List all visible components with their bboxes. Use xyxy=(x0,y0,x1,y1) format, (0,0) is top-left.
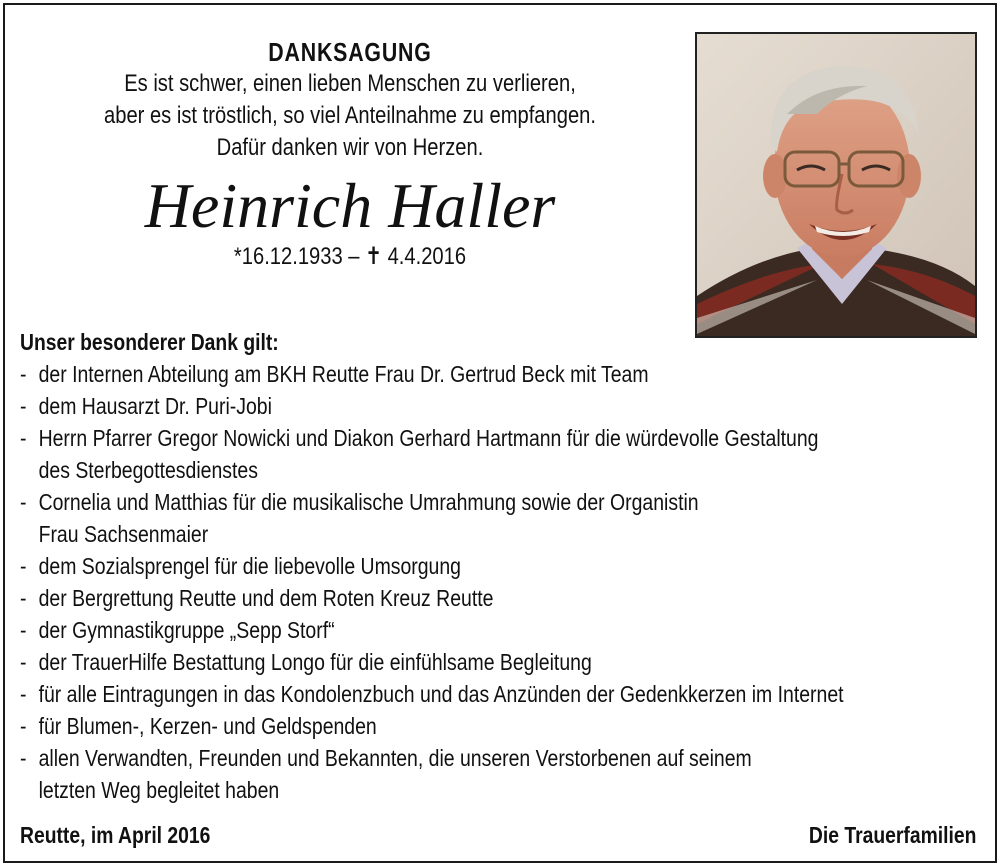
list-dash: - xyxy=(20,713,27,739)
intro-line: Es ist schwer, einen lieben Menschen zu verlieren, xyxy=(124,70,576,97)
list-item xyxy=(20,550,977,582)
thanks-list xyxy=(20,358,980,806)
list-item xyxy=(20,742,977,806)
list-item-text: der Bergrettung Reutte und dem Roten Kreuz Reutte xyxy=(38,585,494,611)
list-item xyxy=(20,422,977,486)
list-dash: - xyxy=(20,585,27,611)
list-dash: - xyxy=(20,553,27,579)
list-item xyxy=(20,678,977,710)
list-dash: - xyxy=(20,393,27,419)
deceased-name: Heinrich Haller xyxy=(144,170,556,241)
notice-footer xyxy=(20,818,976,852)
list-dash: - xyxy=(20,649,27,675)
portrait-photo xyxy=(695,32,977,338)
list-item-text: dem Hausarzt Dr. Puri-Jobi xyxy=(38,393,272,419)
list-item xyxy=(20,614,977,646)
notice-header xyxy=(40,36,660,272)
list-item-text: letzten Weg begleitet haben xyxy=(38,777,280,803)
place-date: Reutte, im April 2016 xyxy=(20,822,211,848)
list-item-text: der Gymnastikgruppe „Sepp Storf“ xyxy=(38,617,335,643)
list-item xyxy=(20,646,977,678)
list-dash: - xyxy=(20,489,27,515)
intro-line: Dafür danken wir von Herzen. xyxy=(216,134,484,161)
notice-title: DANKSAGUNG xyxy=(268,37,432,67)
life-dates: *16.12.1933 – ✝ 4.4.2016 xyxy=(233,243,467,270)
list-item-text: für Blumen-, Kerzen- und Geldspenden xyxy=(38,713,377,739)
list-dash: - xyxy=(20,425,27,451)
list-dash: - xyxy=(20,681,27,707)
list-item xyxy=(20,710,977,742)
intro-line: aber es ist tröstlich, so viel Anteilnahme zu empfangen. xyxy=(104,102,596,129)
list-dash: - xyxy=(20,745,27,771)
list-item xyxy=(20,582,977,614)
list-item-text: der Internen Abteilung am BKH Reutte Frau Dr. Gertrud Beck mit Team xyxy=(38,361,649,387)
list-item-text: Frau Sachsenmaier xyxy=(38,521,209,547)
list-dash: - xyxy=(20,617,27,643)
list-item-text: Herrn Pfarrer Gregor Nowicki und Diakon Gerhard Hartmann für die würdevolle Gestaltung xyxy=(38,425,819,451)
list-item xyxy=(20,358,977,390)
list-item-text: der TrauerHilfe Bestattung Longo für die einfühlsame Begleitung xyxy=(38,649,592,675)
portrait-image xyxy=(697,34,975,336)
list-item-text: des Sterbegottesdienstes xyxy=(38,457,258,483)
list-item-text: allen Verwandten, Freunden und Bekannten, die unseren Verstorbenen auf seinem xyxy=(38,745,752,771)
list-item xyxy=(20,486,977,550)
thanks-section xyxy=(20,326,980,806)
signature: Die Trauerfamilien xyxy=(808,822,976,848)
list-item-text: dem Sozialsprengel für die liebevolle Umsorgung xyxy=(38,553,461,579)
list-dash: - xyxy=(20,361,27,387)
thanks-lead: Unser besonderer Dank gilt: xyxy=(20,329,279,355)
list-item-text: für alle Eintragungen in das Kondolenzbuch und das Anzünden der Gedenkkerzen im Internet xyxy=(38,681,844,707)
list-item xyxy=(20,390,977,422)
list-item-text: Cornelia und Matthias für die musikalische Umrahmung sowie der Organistin xyxy=(38,489,699,515)
